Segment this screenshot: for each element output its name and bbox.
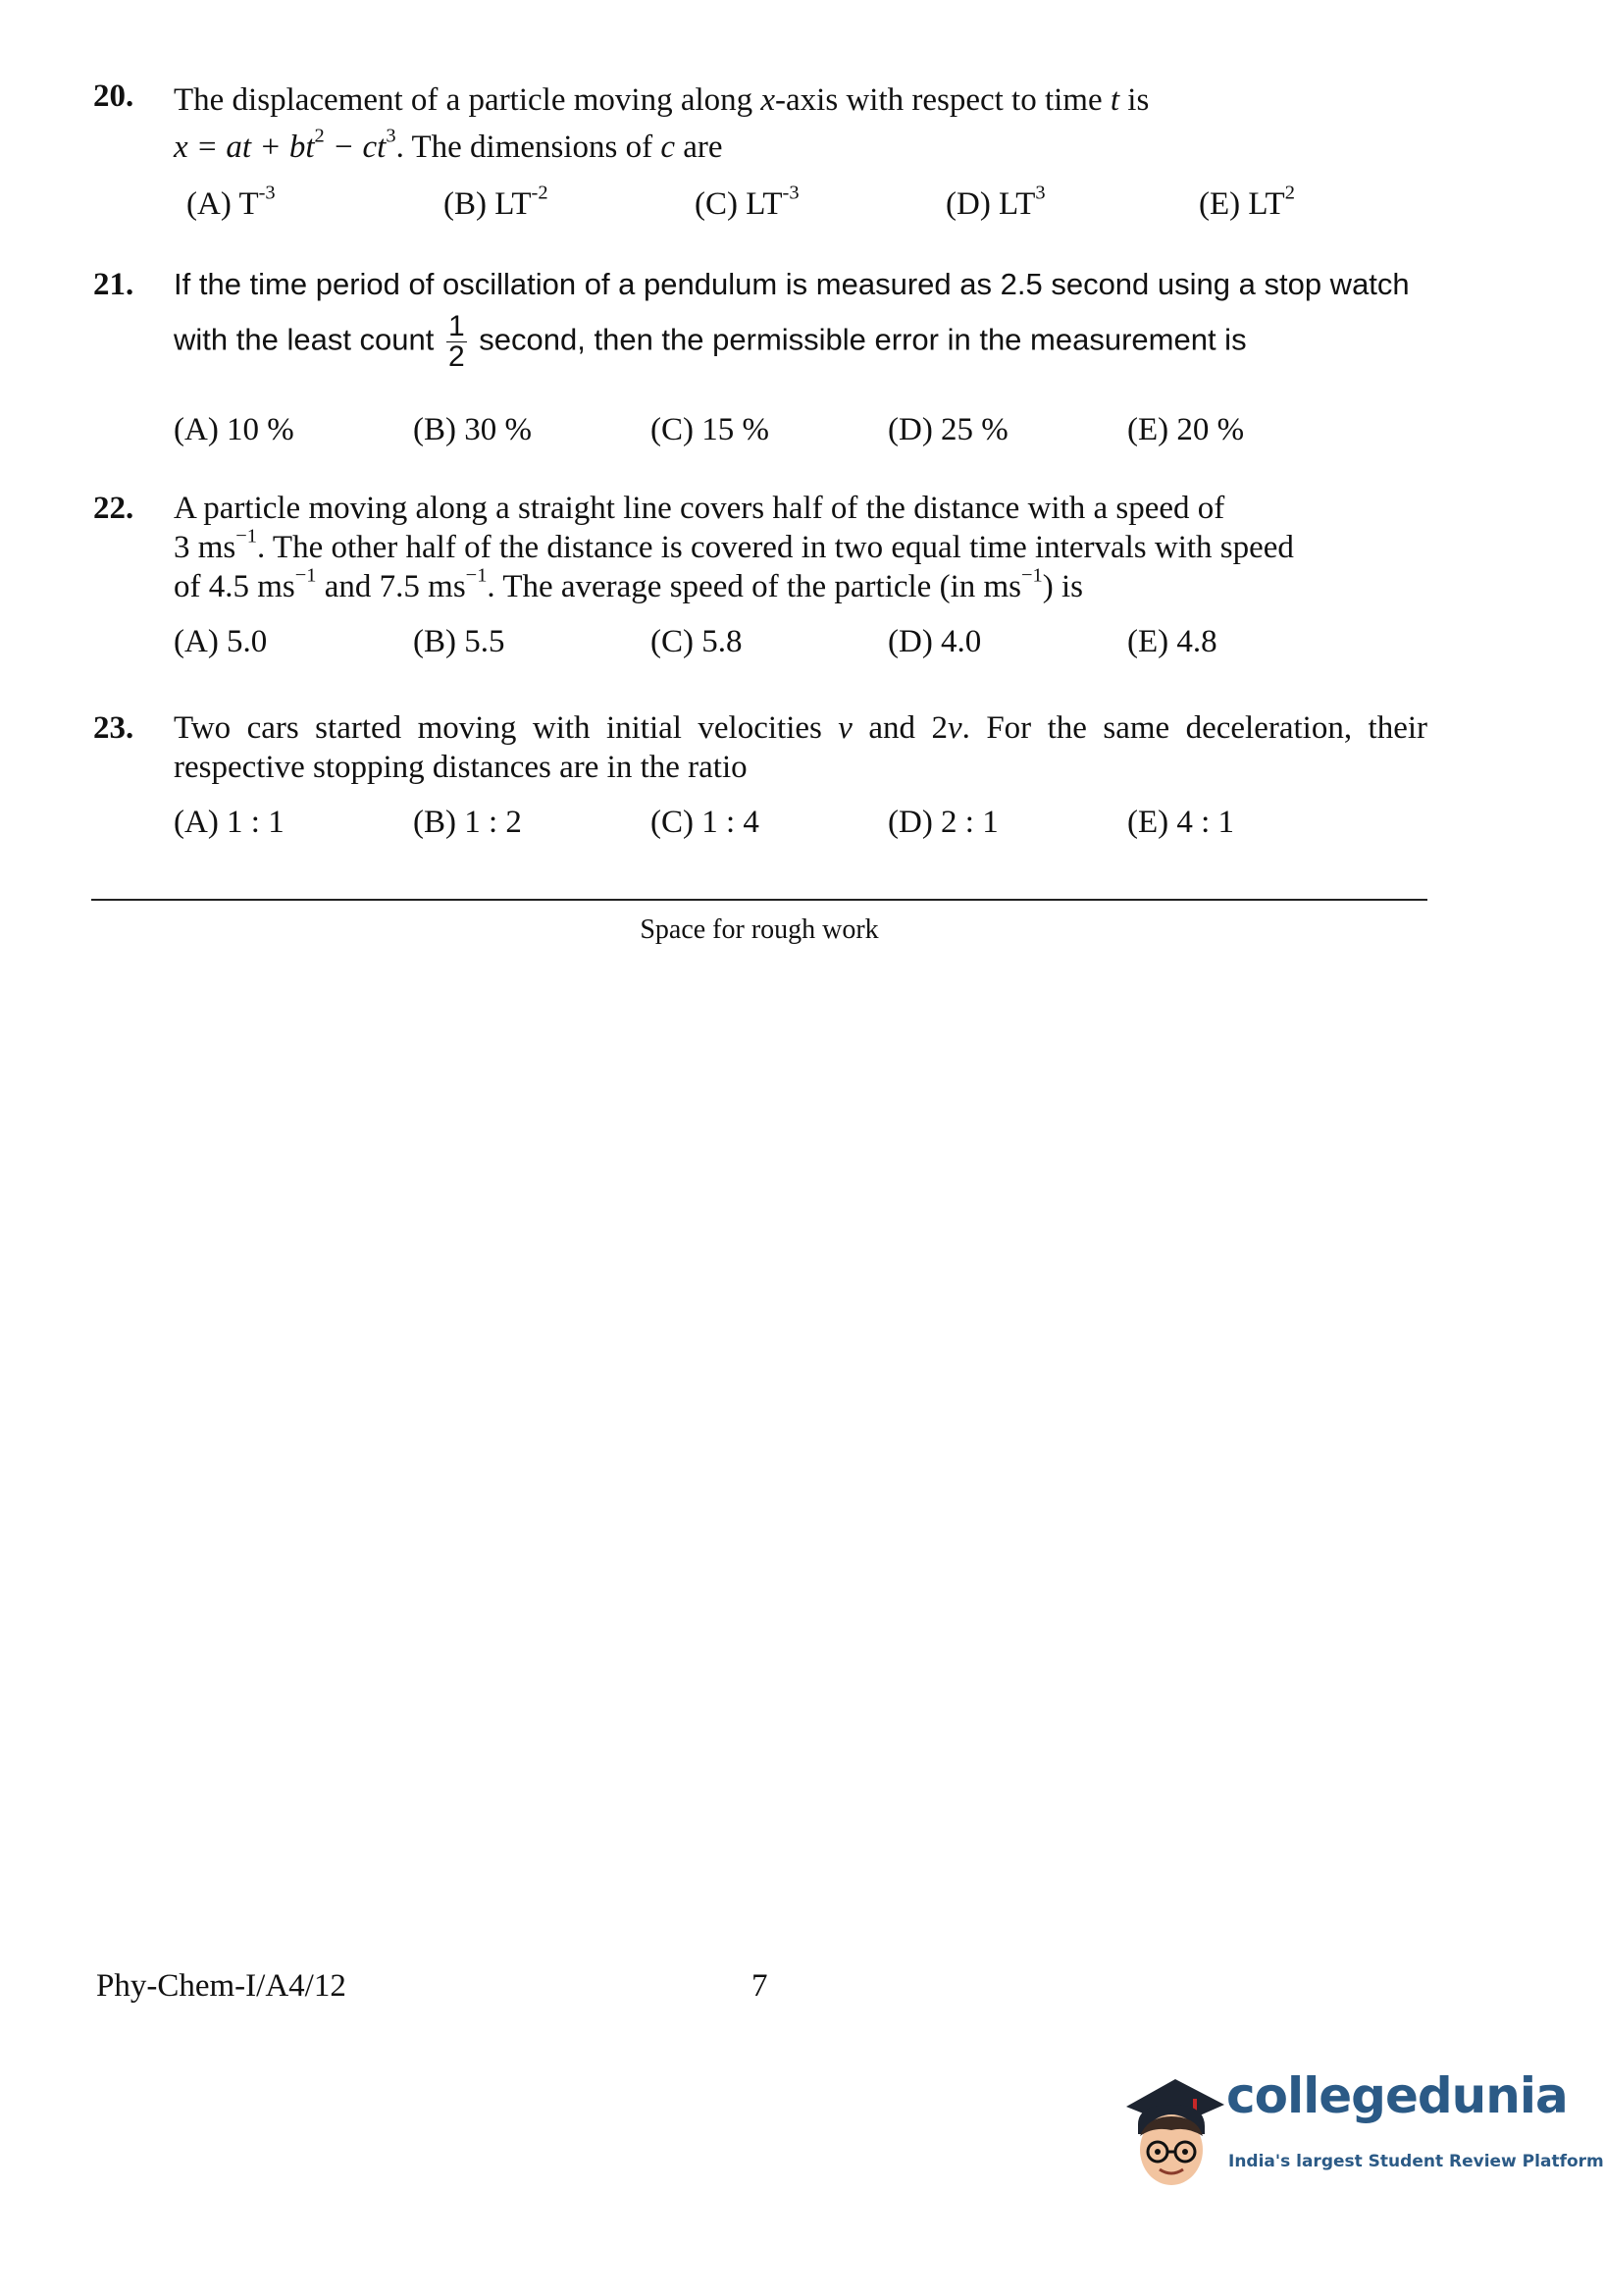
page-number: 7	[751, 1968, 768, 2004]
question-22	[93, 489, 1427, 659]
rough-work-label: Space for rough work	[640, 914, 879, 945]
option-e[interactable]: (E) 20 %	[1127, 412, 1245, 447]
option-b[interactable]: (B) 5.5	[413, 624, 505, 659]
question-20	[93, 77, 1427, 222]
option-c[interactable]: (C) $LT^{-3}$	[695, 182, 800, 222]
question-text: Two cars started moving with initial velocities v and 2v. For the same deceleration, their respective stopping distances are in the ratio	[174, 710, 1427, 785]
option-a[interactable]: (A) 10 %	[174, 412, 294, 447]
equation: x = at + bt	[174, 130, 315, 165]
brand-tagline: India's largest Student Review Platform	[1228, 2152, 1604, 2171]
option-b[interactable]: (B) 1 : 2	[413, 805, 522, 840]
question-number: 23.	[93, 710, 134, 746]
question-21	[93, 265, 1427, 447]
option-d[interactable]: (D) 2 : 1	[888, 805, 999, 840]
option-e[interactable]: (E) 4.8	[1127, 624, 1217, 659]
paper-code: Phy-Chem-I/A4/12	[96, 1968, 346, 2004]
option-e[interactable]: (E) $LT^2$	[1199, 182, 1295, 222]
options	[174, 803, 1234, 842]
question-number: 22.	[93, 491, 134, 526]
option-a[interactable]: (A) 1 : 1	[174, 805, 285, 840]
question-23	[93, 708, 1427, 840]
collegedunia-logo	[1118, 2065, 1604, 2193]
student-mascot-icon	[1118, 2065, 1226, 2193]
option-c[interactable]: (C) 15 %	[650, 412, 769, 447]
option-c[interactable]: (C) 1 : 4	[650, 805, 759, 840]
options	[174, 622, 1217, 661]
option-b[interactable]: (B) $LT^{-2}$	[443, 182, 548, 222]
option-e[interactable]: (E) 4 : 1	[1127, 805, 1235, 840]
question-text: If the time period of oscillation of a pendulum is measured as 2.5 second using a stop watch with the least count $\frac{1}{2}$ second, then the permissible error in the measurement is	[174, 267, 1410, 373]
option-a[interactable]: (A) 5.0	[174, 624, 268, 659]
option-b[interactable]: (B) 30 %	[413, 412, 532, 447]
option-d[interactable]: (D) $LT^3$	[946, 182, 1046, 222]
question-number: 20.	[93, 78, 134, 114]
option-d[interactable]: (D) 25 %	[888, 412, 1009, 447]
options	[186, 184, 1295, 224]
question-text: A particle moving along a straight line covers half of the distance with a speed of 3 $ms^{-1}$. The other half of the distance is covered in two equal time intervals with speed of 4.5 $ms^{-1}$ and 7.5 $ms^{-1}$. The average speed of the particle (in $ms^{-1}$) is	[174, 491, 1294, 604]
question-text: The displacement of a particle moving along x-axis with respect to time t is x = at + $bt^2 - ct^3$. The dimensions of c are	[174, 82, 1150, 165]
option-a[interactable]: (A) $T^{-3}$	[186, 182, 276, 222]
option-d[interactable]: (D) 4.0	[888, 624, 982, 659]
question-number: 21.	[93, 267, 134, 302]
brand-name: collegedunia	[1226, 2067, 1568, 2124]
option-c[interactable]: (C) 5.8	[650, 624, 743, 659]
fraction-half: $\frac{1}{2}$	[448, 310, 465, 373]
options	[174, 410, 1244, 449]
divider-line	[91, 899, 1427, 901]
